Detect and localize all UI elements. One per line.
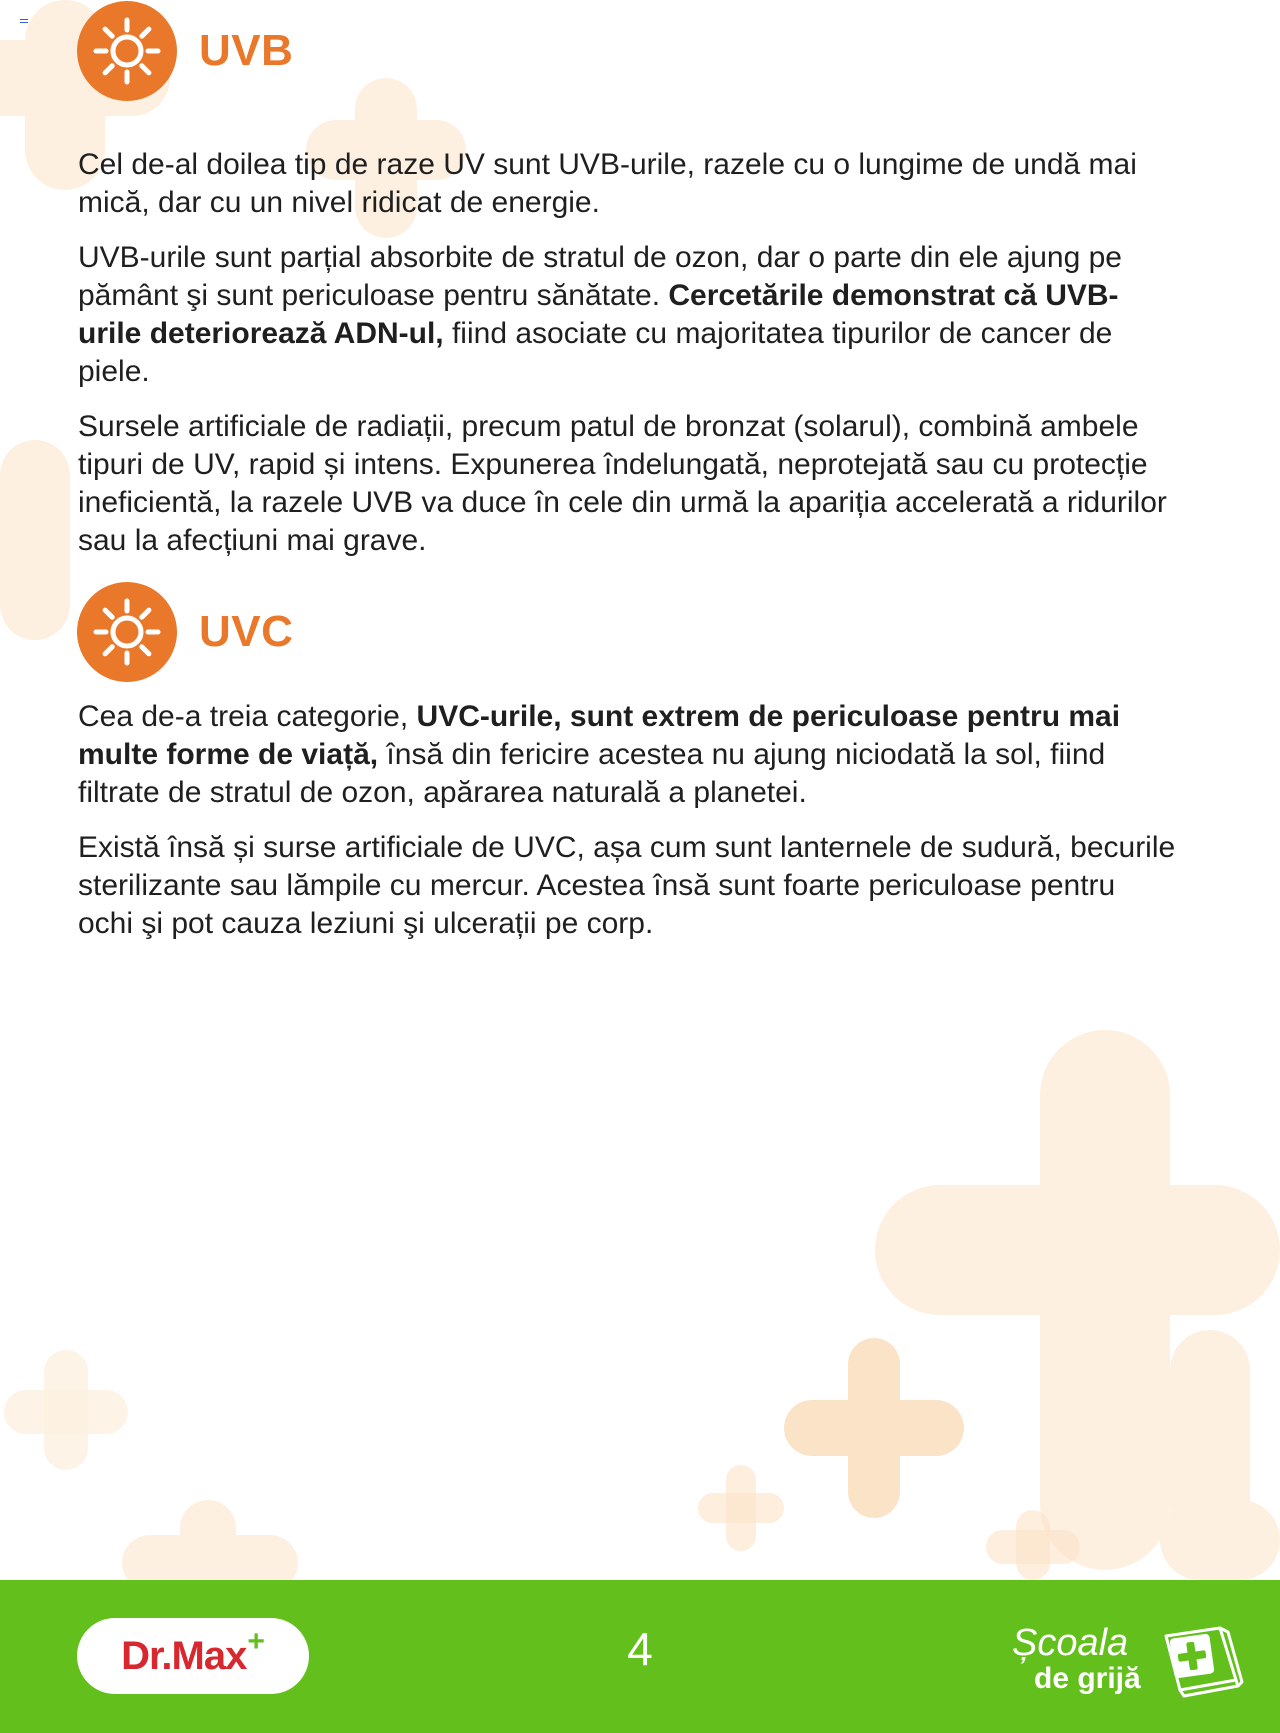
section-title-uvc: UVC bbox=[199, 607, 294, 656]
brand-plus: + bbox=[247, 1625, 265, 1658]
menu-icon[interactable] bbox=[20, 19, 28, 25]
text-run: Există însă și surse artificiale de UVC, așa cum sunt lanternele de sudură, becurile sterilizante sau lămpile cu mercur. Acestea însă sunt foarte periculoase pentru ochi şi pot cauza leziuni şi ulcerații pe corp. bbox=[78, 831, 1176, 940]
text-run: însă din fericire acestea nu ajung niciodată la sol, fiind filtrate de stratul de ozon, apărarea naturală a planetei. bbox=[78, 738, 1106, 809]
paragraph bbox=[78, 408, 1178, 560]
section-title-uvb: UVB bbox=[199, 26, 294, 75]
uvb-header bbox=[77, 1, 293, 101]
page-number: 4 bbox=[627, 1623, 653, 1675]
paragraph bbox=[78, 146, 1178, 222]
text-run: Cel de-al doilea tip de raze UV sunt UVB-urile, razele cu o lungime de undă mai mică, dar cu un nivel ridicat de energie. bbox=[78, 148, 1137, 219]
footer-bar bbox=[0, 1580, 1280, 1733]
bold-text-run: Cercetările demonstrat că UVB-urile deteriorează ADN-ul, bbox=[78, 279, 1119, 350]
drmax-logo[interactable] bbox=[77, 1618, 309, 1694]
paragraph bbox=[78, 829, 1178, 943]
text-run: fiind asociate cu majoritatea tipurilor de cancer de piele. bbox=[78, 317, 1113, 388]
uvc-text bbox=[78, 698, 1178, 960]
book-plus-icon bbox=[1158, 1622, 1244, 1698]
sun-icon bbox=[77, 582, 177, 682]
uvb-text bbox=[78, 146, 1178, 577]
sun-icon bbox=[77, 1, 177, 101]
paragraph bbox=[78, 239, 1178, 391]
uvc-header bbox=[77, 582, 293, 682]
school-line1: Școala bbox=[1012, 1622, 1129, 1664]
paragraph bbox=[78, 698, 1178, 812]
brand-name: Dr.Max bbox=[121, 1633, 247, 1678]
school-line2: de grijă bbox=[1034, 1662, 1141, 1695]
scoala-de-grija-logo[interactable] bbox=[1008, 1620, 1248, 1700]
text-run: Sursele artificiale de radiații, precum patul de bronzat (solarul), combină ambele tipuri de UV, rapid și intens. Expunerea îndelungată, neprotejată sau cu protecție ineficientă, la razele UVB va duce în cele din urmă la apariția accelerată a ridurilor sau la afecțiuni mai grave. bbox=[78, 410, 1167, 557]
bold-text-run: UVC-urile, sunt extrem de periculoase pentru mai multe forme de viață, bbox=[78, 700, 1121, 771]
text-run: UVB-urile sunt parțial absorbite de stratul de ozon, dar o parte din ele ajung pe pământ şi sunt periculoase pentru sănătate. bbox=[78, 241, 1122, 312]
text-run: Cea de-a treia categorie, bbox=[78, 700, 417, 733]
